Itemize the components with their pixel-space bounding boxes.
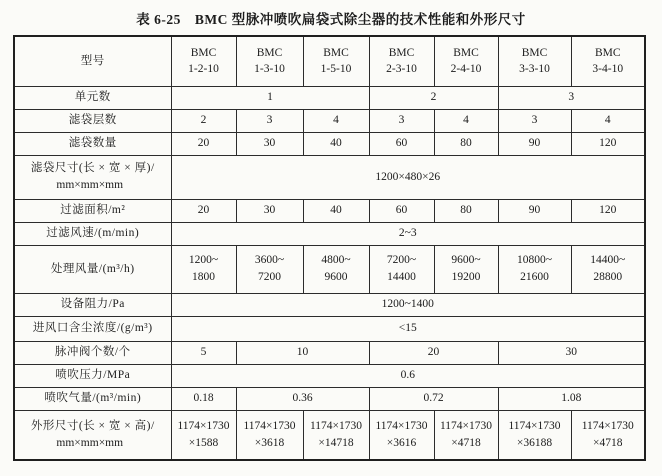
cell-text: 7200~ (386, 254, 417, 267)
table-row (14, 109, 645, 132)
table-cell (498, 199, 571, 222)
cell-text: <15 (398, 322, 417, 335)
cell-text: 1 (267, 91, 273, 104)
cell-text: 120 (599, 137, 617, 150)
table-cell (303, 199, 369, 222)
table-cell (171, 316, 645, 341)
table-cell (571, 199, 645, 222)
row-label-text: 型号 (80, 54, 105, 67)
cell-text: BMC (453, 46, 479, 59)
table-cell (434, 199, 498, 222)
cell-text: ×4718 (451, 436, 481, 449)
table-cell (434, 245, 498, 293)
cell-text: 1800 (192, 271, 215, 283)
table-cell (236, 132, 303, 155)
table-cell (171, 86, 369, 109)
cell-text: 1-5-10 (320, 63, 352, 76)
table-cell (369, 410, 434, 460)
cell-text: 2 (430, 91, 437, 104)
table-cell (236, 109, 303, 132)
row-label (14, 293, 171, 316)
cell-text: 2 (200, 114, 207, 127)
row-label-text: mm×mm×mm (56, 179, 124, 191)
cell-text: 7200 (258, 271, 281, 283)
cell-text: 90 (528, 204, 541, 217)
table-cell (571, 109, 645, 132)
cell-text: 1174×1730 (375, 420, 428, 433)
cell-text: 9600~ (451, 254, 481, 267)
cell-text: 120 (599, 204, 617, 217)
row-label (14, 155, 171, 199)
cell-text: BMC (256, 46, 283, 59)
table-cell (303, 36, 369, 86)
table-row (14, 155, 645, 199)
table-cell (303, 132, 369, 155)
row-label-text: 滤袋数量 (68, 137, 117, 150)
cell-text: 3 (568, 91, 575, 104)
table-cell (171, 410, 236, 460)
cell-text: 80 (460, 204, 472, 217)
table-cell (498, 410, 571, 460)
table-cell (303, 410, 369, 460)
table-cell (498, 109, 571, 132)
table-cell (434, 109, 498, 132)
cell-text: 60 (395, 204, 408, 217)
table-cell (171, 36, 236, 86)
cell-text: BMC (190, 46, 217, 59)
cell-text: 1-2-10 (188, 63, 219, 76)
table-cell (303, 245, 369, 293)
table-cell (236, 341, 369, 364)
cell-text: 3 (266, 114, 273, 127)
table-row (14, 293, 645, 316)
table-cell (171, 222, 645, 245)
cell-text: ×3616 (386, 436, 417, 449)
table-cell (498, 132, 571, 155)
row-label-text: mm×mm×mm (56, 436, 124, 449)
row-label (14, 364, 171, 387)
cell-text: 2~3 (398, 227, 417, 240)
table-cell (236, 199, 303, 222)
table-cell (571, 132, 645, 155)
row-label-text: 喷吹气量/(m³/min) (44, 392, 142, 405)
row-label-text: 过滤风速/(m/min) (46, 227, 140, 240)
table-cell (236, 36, 303, 86)
table-cell (369, 36, 434, 86)
row-label (14, 387, 171, 410)
table-cell (434, 410, 498, 460)
table-row (14, 199, 645, 222)
table-cell (434, 132, 498, 155)
cell-text: ×4718 (593, 436, 623, 449)
table-cell (369, 245, 434, 293)
cell-text: 20 (427, 346, 440, 359)
table-cell (369, 86, 498, 109)
table-cell (498, 36, 571, 86)
row-label (14, 222, 171, 245)
cell-text: 2-4-10 (450, 63, 482, 76)
cell-text: 4 (463, 114, 469, 127)
table-cell (434, 36, 498, 86)
cell-text: BMC (323, 46, 349, 59)
table-cell (369, 109, 434, 132)
spec-table (13, 35, 646, 461)
table-cell (369, 341, 498, 364)
cell-text: 1174×1730 (581, 420, 634, 433)
cell-text: 10800~ (517, 254, 552, 267)
row-label-text: 设备阻力/Pa (60, 298, 125, 311)
table-row (14, 316, 645, 341)
table-row (14, 410, 645, 460)
table-cell (498, 341, 645, 364)
cell-text: 19200 (451, 271, 481, 283)
table-row (14, 364, 645, 387)
cell-text: 10 (296, 346, 309, 359)
cell-text: 40 (330, 204, 342, 217)
cell-text: 1174×1730 (309, 420, 363, 433)
table-row (14, 86, 645, 109)
cell-text: 1174×1730 (508, 420, 561, 433)
cell-text: 1174×1730 (177, 420, 230, 433)
table-cell (171, 132, 236, 155)
table-cell (171, 387, 236, 410)
row-label-text: 外形尺寸(长 × 宽 × 高)/ (30, 420, 155, 433)
row-label-text: 进风口含尘浓度/(g/m³) (32, 322, 153, 335)
cell-text: ×3618 (254, 436, 285, 449)
cell-text: 4 (333, 114, 339, 127)
spec-table-body (14, 36, 645, 460)
row-label-text: 处理风量/(m³/h) (50, 262, 135, 275)
cell-text: 80 (460, 137, 472, 150)
cell-text: 1200~ (188, 254, 219, 267)
row-label-text: 滤袋层数 (68, 114, 117, 127)
cell-text: 3600~ (254, 254, 285, 267)
table-cell (171, 199, 236, 222)
cell-text: 3-4-10 (592, 63, 624, 76)
cell-text: 0.36 (292, 392, 313, 405)
row-label (14, 86, 171, 109)
table-cell (236, 387, 369, 410)
table-cell (236, 245, 303, 293)
cell-text: 30 (263, 204, 276, 217)
table-cell (571, 245, 645, 293)
table-cell (498, 86, 645, 109)
row-label (14, 245, 171, 293)
table-row (14, 222, 645, 245)
table-cell (571, 36, 645, 86)
row-label-text: 脉冲阀个数/个 (54, 346, 131, 359)
cell-text: 1174×1730 (243, 420, 296, 433)
cell-text: 21600 (520, 271, 549, 283)
cell-text: 3-3-10 (519, 63, 550, 76)
cell-text: 0.18 (193, 392, 214, 405)
table-cell (369, 199, 434, 222)
table-cell (171, 364, 645, 387)
cell-text: 1-3-10 (254, 63, 285, 76)
cell-text: 14400~ (590, 254, 626, 267)
table-cell (171, 155, 645, 199)
row-label (14, 199, 171, 222)
cell-text: 3 (531, 114, 538, 127)
cell-text: 40 (330, 137, 342, 150)
table-cell (236, 410, 303, 460)
table-cell (303, 109, 369, 132)
cell-text: 1174×1730 (439, 420, 493, 433)
table-cell (171, 245, 236, 293)
cell-text: 0.6 (400, 369, 415, 382)
cell-text: 3 (398, 114, 405, 127)
cell-text: BMC (594, 46, 621, 59)
row-label (14, 410, 171, 460)
cell-text: ×14718 (318, 436, 354, 449)
cell-text: 0.72 (423, 392, 444, 405)
row-label (14, 36, 171, 86)
cell-text: 1200~1400 (381, 298, 434, 311)
cell-text: BMC (521, 46, 548, 59)
row-label (14, 341, 171, 364)
cell-text: ×1588 (188, 436, 219, 449)
cell-text: 1200×480×26 (375, 170, 441, 183)
table-cell (171, 293, 645, 316)
table-row (14, 132, 645, 155)
cell-text: 30 (263, 137, 276, 150)
table-cell (171, 341, 236, 364)
cell-text: 14400 (387, 271, 416, 283)
table-cell (369, 132, 434, 155)
row-label (14, 109, 171, 132)
cell-text: 1.08 (561, 392, 582, 405)
table-row (14, 245, 645, 293)
row-label-text: 过滤面积/m² (60, 204, 126, 217)
cell-text: 90 (528, 137, 541, 150)
table-row (14, 387, 645, 410)
cell-text: 9600 (324, 271, 348, 283)
table-cell (498, 245, 571, 293)
row-label-text: 喷吹压力/MPa (55, 369, 131, 382)
table-cell (571, 410, 645, 460)
table-cell (369, 387, 498, 410)
cell-text: 20 (197, 204, 210, 217)
table-row (14, 36, 645, 86)
row-label (14, 132, 171, 155)
cell-text: 20 (197, 137, 210, 150)
table-row (14, 341, 645, 364)
cell-text: 4800~ (321, 254, 351, 267)
cell-text: 4 (604, 114, 611, 127)
row-label-text: 滤袋尺寸(长 × 宽 × 厚)/ (30, 162, 155, 175)
table-cell (171, 109, 236, 132)
table-cell (498, 387, 645, 410)
table-title: 表 6-25 BMC 型脉冲喷吹扁袋式除尘器的技术性能和外形尺寸 (136, 12, 526, 27)
row-label (14, 316, 171, 341)
cell-text: 60 (395, 137, 408, 150)
cell-text: ×36188 (516, 436, 553, 449)
cell-text: BMC (388, 46, 415, 59)
cell-text: 30 (565, 346, 577, 359)
cell-text: 5 (200, 346, 207, 359)
row-label-text: 单元数 (74, 91, 111, 104)
cell-text: 2-3-10 (386, 63, 417, 76)
cell-text: 28800 (593, 271, 623, 283)
